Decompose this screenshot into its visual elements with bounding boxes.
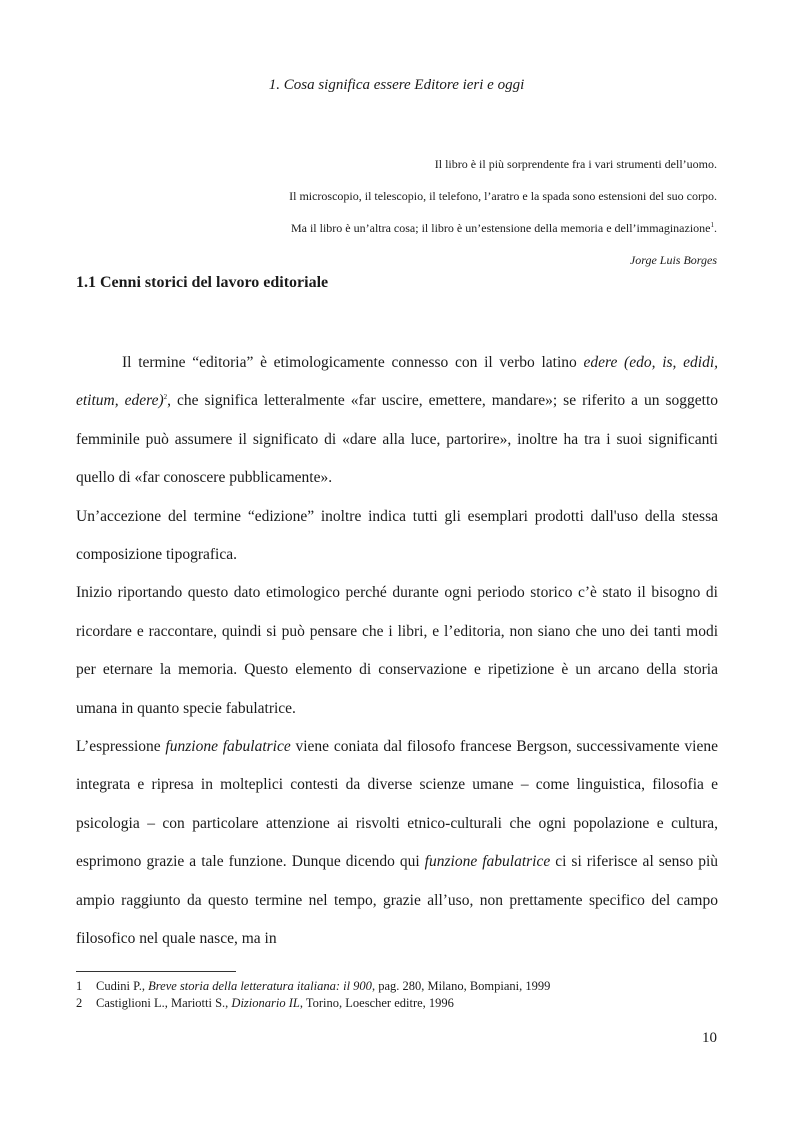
paragraph-3: Inizio riportando questo dato etimologico perché durante ogni periodo storico c’è stato il bisogno di ricordare e raccontare, quindi si può pensare che i libri, e l’editoria, non siano che uno dei tanti modi per eternare la memoria. Questo elemento di conservazione e ripetizione è un arcano della storia umana in quanto specie fabulatrice. [76, 584, 718, 717]
p4-text-c: ci si riferisce al senso più ampio raggiunto da questo termine nel tempo, grazie all’uso, non prettamente specifico del campo filosofico nel quale nasce, ma in [76, 853, 719, 948]
footnotes [76, 978, 550, 1012]
epigraph-line-1: Il libro è il più sorprendente fra i vari strumenti dell’uomo. [434, 157, 717, 171]
footnote-1-text-b: , pag. 280, Milano, Bompiani, 1999 [371, 979, 551, 993]
p4-term-2: funzione fabulatrice [424, 853, 551, 871]
footnote-1 [76, 978, 550, 995]
epigraph-author: Jorge Luis Borges [629, 253, 717, 267]
epigraph-line-2: Il microscopio, il telescopio, il telefono, l’aratro e la spada sono estensioni del suo corpo. [289, 189, 717, 203]
paragraph-2: Un’accezione del termine “edizione” inoltre indica tutti gli esemplari prodotti dall'uso della stessa composizione tipografica. [76, 507, 718, 564]
page-number: 10 [702, 1030, 717, 1046]
footnote-1-text-a: Cudini P., [96, 979, 149, 993]
footnote-ref-1[interactable]: 1 [710, 221, 714, 229]
footnote-2-title: Dizionario IL [231, 996, 300, 1010]
epigraph-line-3-text: Ma il libro è un’altra cosa; il libro è un’estensione della memoria e dell’immaginazione [290, 221, 711, 235]
paragraph-4 [76, 728, 718, 958]
footnote-2-text-a: Castiglioni L., Mariotti S., [96, 996, 232, 1010]
p1-latin-forms: edere (edo, is, edidi, etitum, edere) [76, 354, 718, 410]
body-text [76, 344, 718, 959]
p1-text-b: , che significa letteralmente «far uscire, emettere, mandare»; se riferito a un soggetto femminile può assumere il significato di «dare alla luce, partorire», inoltre ha tra i suoi significanti quello di «far conoscere pubblicamente». [76, 392, 719, 487]
epigraph-line-3-end: . [714, 221, 717, 235]
section-heading: 1.1 Cenni storici del lavoro editoriale [76, 274, 329, 291]
footnote-1-number: 1 [76, 979, 83, 993]
chapter-title: 1. Cosa significa essere Editore ieri e oggi [268, 77, 525, 93]
footnote-divider [76, 971, 236, 972]
epigraph-line-3 [289, 212, 717, 244]
p4-text-b: viene coniata dal filosofo francese Bergson, successivamente viene integrata e ripresa in molteplici contesti da diverse scienze umane – come linguistica, filosofia e psicologia – con particolare attenzione ai risvolti etnico-culturali che ogni popolazione e cultura, esprimono grazie a tale funzione. Dunque dicendo qui [76, 738, 718, 871]
epigraph [289, 148, 717, 276]
p4-term-1: funzione fabulatrice [165, 738, 291, 756]
paragraph-1 [76, 344, 718, 498]
p1-text-a: Il termine “editoria” è etimologicamente connesso con il verbo latino [122, 354, 584, 371]
footnote-2 [76, 995, 550, 1012]
footnote-2-text-b: , Torino, Loescher editre, 1996 [299, 996, 454, 1010]
footnote-1-title: Breve storia della letteratura italiana: il 900 [148, 979, 372, 993]
footnote-ref-2[interactable]: 2 [163, 393, 168, 402]
footnote-2-number: 2 [76, 996, 83, 1010]
p4-text-a: L’espressione [76, 738, 166, 756]
